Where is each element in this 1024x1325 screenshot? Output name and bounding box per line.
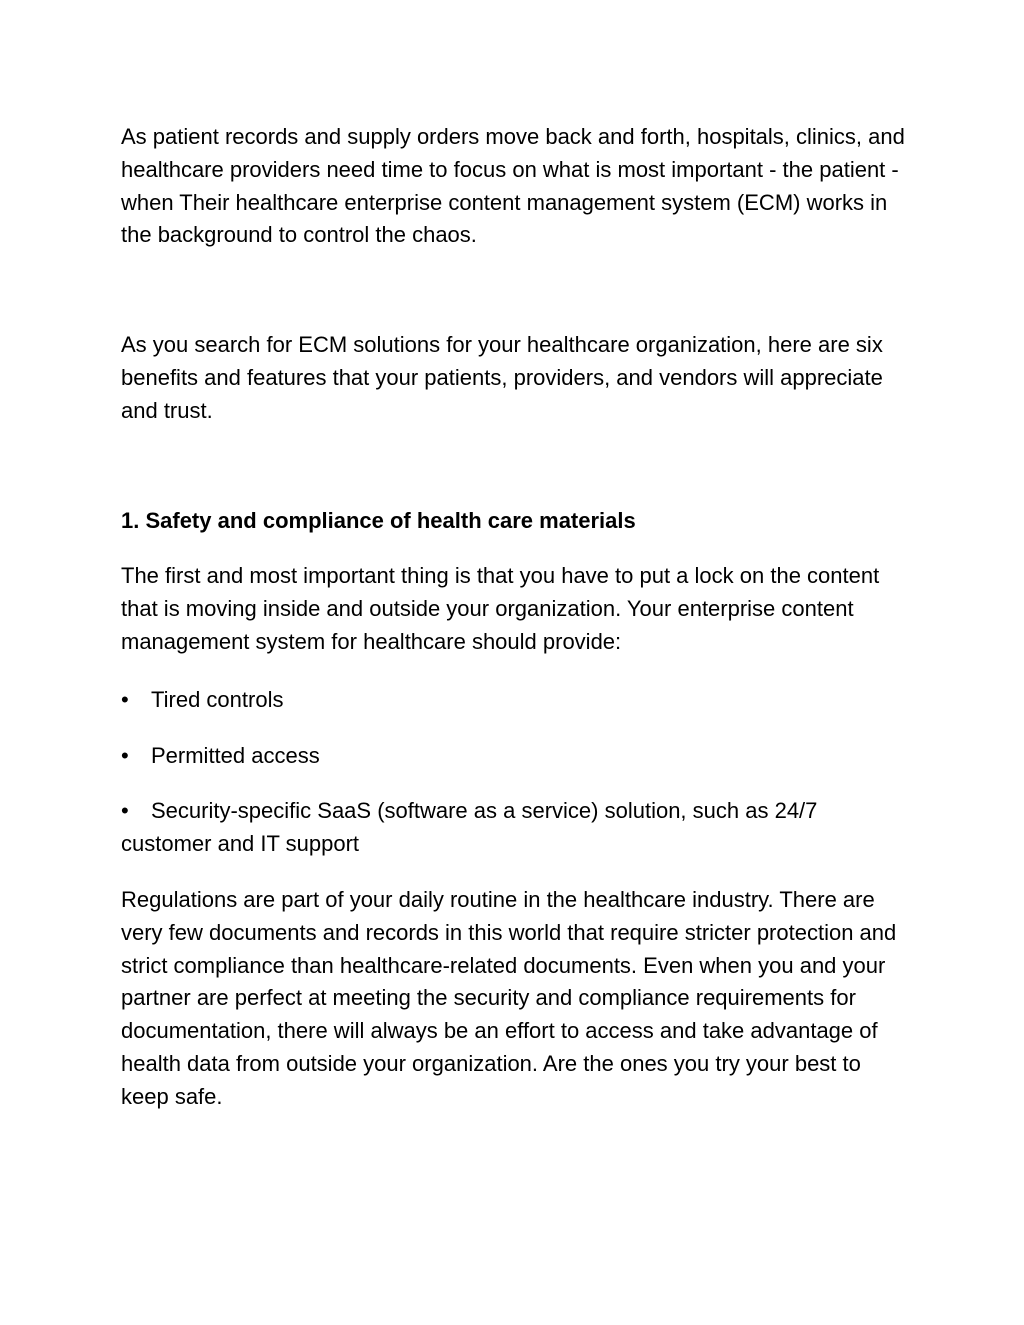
bullet-text: Tired controls [151, 686, 284, 712]
bullet-item-saas-solution [121, 795, 911, 861]
bullet-icon: • [121, 742, 129, 768]
bullet-icon: • [121, 686, 129, 712]
bullet-item-tired-controls [121, 684, 911, 717]
bullet-icon: • [121, 798, 129, 824]
intro-paragraph: As patient records and supply orders move back and forth, hospitals, clinics, and healthcare providers need time to focus on what is most important - the patient - when Their healthcare enterprise content management system (ECM) works in the background to control the chaos. [121, 124, 905, 248]
bullet-text: Permitted access [151, 742, 320, 768]
bullet-text: Security-specific SaaS (software as a service) solution, such as 24/7 customer and IT support [121, 798, 818, 857]
section-heading: 1. Safety and compliance of health care materials [121, 507, 636, 533]
bullet-item-permitted-access [121, 740, 911, 773]
lock-paragraph: The first and most important thing is that you have to put a lock on the content that is moving inside and outside your organization. Your enterprise content management system for healthcare should provide: [121, 563, 880, 654]
search-paragraph: As you search for ECM solutions for your healthcare organization, here are six benefits and features that your patients, providers, and vendors will appreciate and trust. [121, 332, 883, 423]
regulations-paragraph: Regulations are part of your daily routine in the healthcare industry. There are very few documents and records in this world that require stricter protection and strict compliance than healthcare-related documents. Even when you and your partner are perfect at meeting the security and compliance requirements for documentation, there will always be an effort to access and take advantage of health data from outside your organization. Are the ones you try your best to keep safe. [121, 886, 897, 1109]
document-page [121, 121, 911, 1114]
